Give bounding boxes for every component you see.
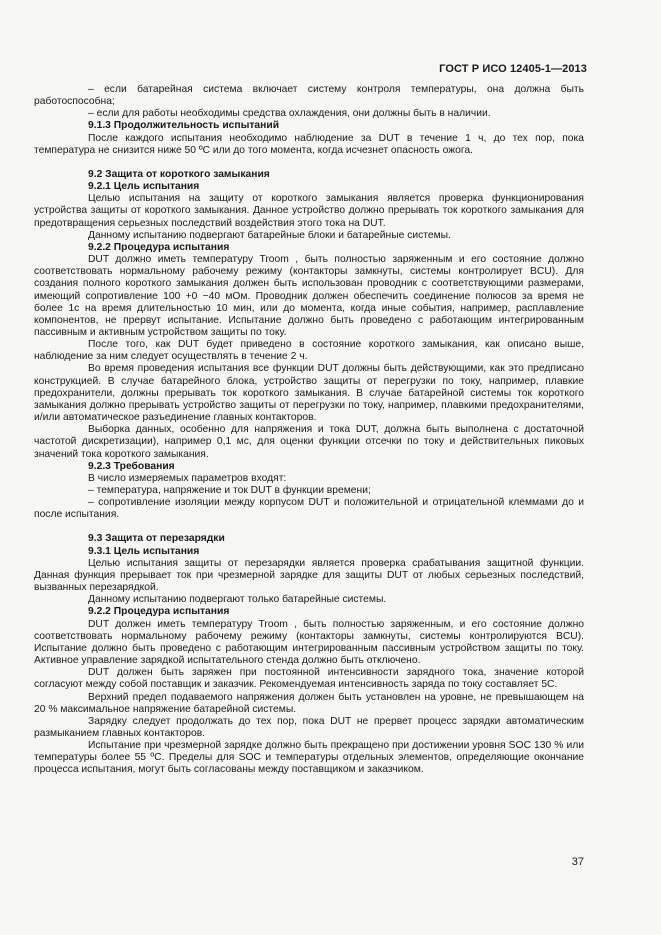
document-header: ГОСТ Р ИСО 12405-1—2013: [439, 63, 587, 75]
page-number: 37: [571, 856, 584, 868]
section-heading: 9.3 Защита от перезарядки: [88, 533, 225, 545]
section-heading: 9.2 Защита от короткого замыкания: [88, 168, 270, 180]
paragraph: Зарядку следует продолжать до тех пор, пока DUT не прервет процесс зарядки автоматическим размыканием главных контакторов.: [34, 715, 584, 739]
section-heading: 9.2.3 Требования: [88, 460, 175, 472]
section-heading: 9.2.1 Цель испытания: [88, 181, 200, 193]
paragraph: – если батарейная система включает систему контроля температуры, она должна быть работоспособна;: [34, 84, 584, 108]
section-heading: 9.2.2 Процедура испытания: [88, 606, 230, 618]
paragraph: DUT должно иметь температуру Troom , быть полностью заряженным и его состояние должно соответствовать нормальному рабочему режиму (контакторы замкнуты, системы контролирует BCU). Для создания полного короткого замыкания должен быть использован проводник с соответствующими размерами, имеющий сопротивление 100 +0 −40 мОм. Проводник должен обеспечить соединение полюсов за время не более 1с на время длительностью 10 мин, или до момента, когда иные события, например, расплавление компонентов, не прервут испытание. Испытание должно быть проведено с работающим интегрированным пассивным и активным устройством защиты по току.: [34, 254, 584, 338]
paragraph: – сопротивление изоляции между корпусом DUT и положительной и отрицательной клеммами до и после испытания.: [34, 497, 584, 521]
paragraph: В число измеряемых параметров входят:: [88, 472, 287, 484]
paragraph: DUT должен быть заряжен при постоянной интенсивности зарядного тока, значение которой согласуют между собой поставщик и заказчик. Рекомендуемая интенсивность заряда по току составляет 5С.: [34, 667, 584, 691]
paragraph: После каждого испытания необходимо наблюдение за DUT в течение 1 ч, до тех пор, пока температура не снизится ниже 50 ºС или до того момента, когда исчезнет опасность ожога.: [34, 132, 584, 156]
section-gap: [34, 521, 584, 533]
paragraph: Выборка данных, особенно для напряжения и тока DUT, должна быть выполнена с достаточной частотой дискретизации), например 0,1 мс, для оценки функции отсечки по току и действительных пиковых значений тока короткого замыкания.: [34, 424, 584, 460]
paragraph: – температура, напряжение и ток DUT в функции времени;: [88, 485, 371, 496]
paragraph: Целью испытания на защиту от короткого замыкания является проверка функционирования устройства защиты от короткого замыкания. Данное устройство должно прерывать ток короткого замыкания для предотвращения серьезных последствий воздействия этого тока на DUT.: [34, 193, 584, 229]
paragraph: DUT должен иметь температуру Troom , быть полностью заряженным, и его состояние должно соответствовать нормальному рабочему режиму (контакторы замкнуты, системы контролируются BCU). Испытание должно быть проведено с работающим интегрированным пассивным устройством защиты по току. Активное управление зарядкой испытательного стенда должно быть отключено.: [34, 618, 584, 667]
paragraph: Испытание при чрезмерной зарядке должно быть прекращено при достижении уровня SOC 130 % или температуры более 55 ºС. Пределы для SOC и температуры отдельных элементов, определяющие окончание процесса испытания, могут быть согласованы между поставщиком и заказчиком.: [34, 740, 584, 776]
paragraph: – если для работы необходимы средства охлаждения, они должны быть в наличии.: [88, 108, 491, 120]
paragraph: Во время проведения испытания все функции DUT должны быть действующими, как это предписано конструкцией. В случае батарейного блока, устройство защиты от перегрузки по току, например, плавкие предохранители, должны прерывать ток короткого замыкания. В случае батарейной системы ток короткого замыкания должно прерывать устройство защиты от перегрузки по току, например, плавкими предохранителями, и/или автоматическое разъединение главных контакторов.: [34, 363, 584, 424]
document-body: [34, 84, 584, 777]
paragraph: После того, как DUT будет приведено в состояние короткого замыкания, как описано выше, наблюдение за ним следует осуществлять в течение 2 ч.: [34, 339, 584, 363]
paragraph: Целью испытания защиты от перезарядки является проверка срабатывания защитной функции. Данная функция прерывает ток при чрезмерной зарядке для защиты DUT от любых серьезных последствий, вызванных перезарядкой.: [34, 557, 584, 594]
section-heading: 9.3.1 Цель испытания: [88, 545, 200, 557]
paragraph: Верхний предел подаваемого напряжения должен быть установлен на уровне, не превышающем на 20 % максимальное напряжение батарейной системы.: [34, 691, 584, 715]
section-heading: 9.1.3 Продолжительность испытаний: [88, 120, 280, 132]
section-heading: 9.2.2 Процедура испытания: [88, 241, 230, 253]
section-gap: [34, 157, 584, 169]
paragraph: Данному испытанию подвергают только батарейные системы.: [88, 594, 387, 606]
paragraph: Данному испытанию подвергают батарейные блоки и батарейные системы.: [88, 229, 451, 241]
